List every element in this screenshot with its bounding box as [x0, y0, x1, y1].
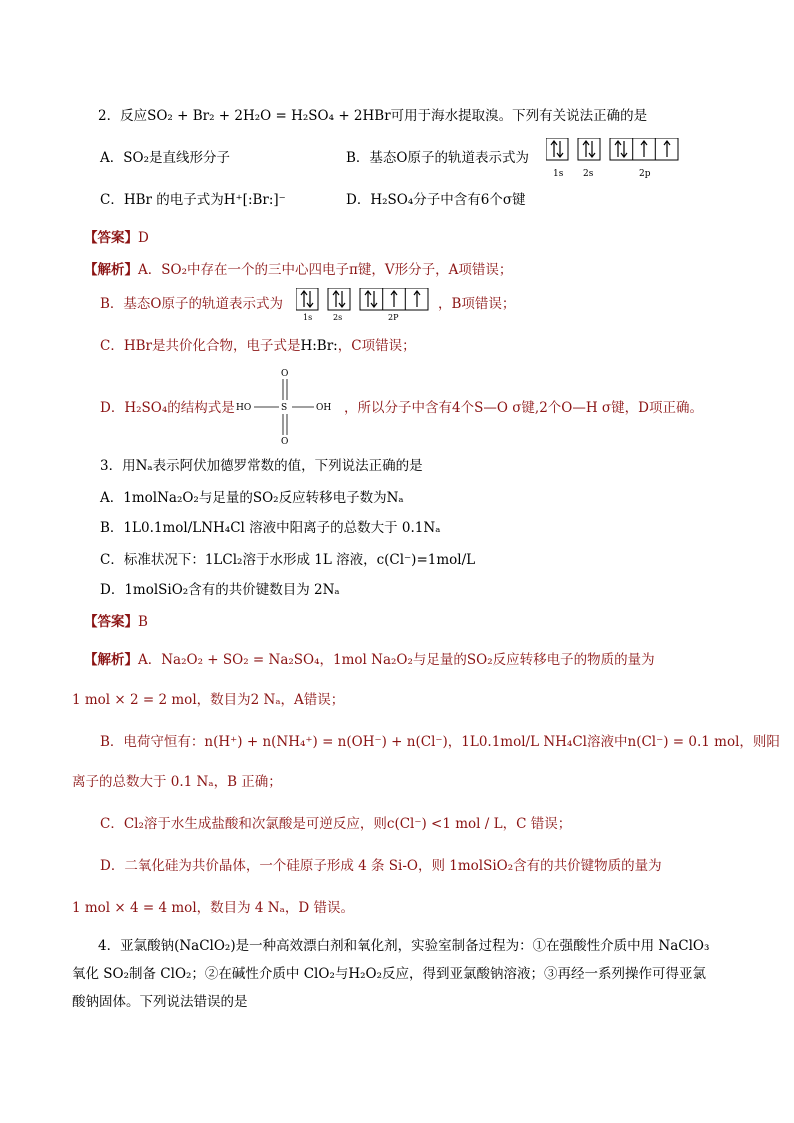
q2-analysis-d — [100, 398, 235, 418]
q3-answer-label: 【答案】 — [84, 614, 138, 630]
q3-option-a: A．1molNa₂O₂与足量的SO₂反应转移电子数为Nₐ — [100, 490, 404, 506]
q3-stem: 3．用Nₐ表示阿伏加德罗常数的值，下列说法正确的是 — [100, 458, 423, 474]
q2-answer-label: 【答案】 — [84, 230, 138, 246]
analysis-orbital-label-2s: 2s — [333, 313, 343, 322]
q4-line-3: 酸钠固体。下列说法错误的是 — [72, 994, 248, 1010]
q4-line-2: 氧化 SO₂制备 ClO₂；②在碱性介质中 ClO₂与H₂O₂反应，得到亚氯酸钠溶液；③再经一系列操作可得亚氯 — [72, 966, 707, 982]
q2-analysis-c-text: C．HBr是共价化合物，电子式是 — [100, 338, 301, 354]
orbital-label-2p: 2p — [639, 169, 651, 179]
struct-o-bottom: O — [281, 437, 289, 447]
q2-option-b — [346, 148, 529, 168]
q2-option-b-text: B．基态O原子的轨道表示式为 — [346, 150, 529, 166]
q2-option-c — [100, 190, 286, 210]
q2-orbital-diagram — [546, 138, 686, 182]
h2so4-structure — [236, 366, 344, 448]
q2-option-c-formula: H⁺[:Br:]⁻ — [223, 192, 286, 208]
q2-answer-value: D — [138, 230, 149, 246]
q3-answer-value: B — [138, 614, 148, 630]
struct-oh: OH — [316, 403, 332, 413]
q3-option-d: D．1molSiO₂含有的共价键数目为 2Nₐ — [100, 582, 340, 598]
analysis-orbital-label-2p: 2P — [388, 313, 399, 322]
q3-option-b: B．1L0.1mol/LNH₄Cl 溶液中阳离子的总数大于 0.1Nₐ — [100, 520, 441, 536]
q2-analysis-a — [84, 260, 512, 280]
q3-analysis-a1 — [84, 650, 655, 670]
q3-analysis-c: C．Cl₂溶于水生成盐酸和次氯酸是可逆反应，则c(Cl⁻) <1 mol / L，C 错误； — [100, 816, 572, 832]
q2-analysis-d-text: D．H₂SO₄的结构式是 — [100, 400, 235, 416]
q2-stem: 2．反应SO₂ + Br₂ + 2H₂O = H₂SO₄ + 2HBr可用于海水提取溴。下列有关说法正确的是 — [98, 108, 648, 124]
struct-s: S — [281, 403, 288, 413]
q4-line-1: 4．亚氯酸钠(NaClO₂)是一种高效漂白剂和氧化剂，实验室制备过程为：①在强酸性介质中用 NaClO₃ — [98, 938, 710, 954]
q2-analysis-d-suffix: ，所以分子中含有4个S—O σ键,2个O—H σ键，D项正确。 — [344, 400, 703, 416]
q2-analysis-b-text: B．基态O原子的轨道表示式为 — [100, 296, 283, 312]
q3-option-c: C．标准状况下：1LCl₂溶于水形成 1L 溶液，c(Cl⁻)=1mol/L — [100, 552, 476, 568]
q2-analysis-a-text: A．SO₂中存在一个的三中心四电子π键，V形分子，A项错误； — [138, 262, 513, 278]
q2-analysis-b-suffix: ，B项错误； — [438, 296, 516, 312]
q2-option-c-text: C．HBr 的电子式为 — [100, 192, 224, 208]
q3-analysis-b1: B．电荷守恒有：n(H⁺) + n(NH₄⁺) = n(OH⁻) + n(Cl⁻)，1L0.1mol/L NH₄Cl溶液中n(Cl⁻) = 0.1 mol，则阳 — [100, 734, 780, 750]
q2-analysis-c-formula: H:Br: — [300, 338, 338, 354]
q3-answer — [84, 612, 148, 632]
orbital-label-2s: 2s — [583, 169, 594, 179]
q3-analysis-d1: D．二氧化硅为共价晶体，一个硅原子形成 4 条 Si-O，则 1molSiO₂含有的共价键物质的量为 — [100, 858, 662, 874]
q2-analysis-c-suffix: ，C项错误； — [337, 338, 416, 354]
q2-analysis-orbital-diagram — [296, 288, 436, 324]
q3-analysis-d2: 1 mol × 4 = 4 mol，数目为 4 Nₐ，D 错误。 — [72, 900, 354, 916]
q2-option-d: D．H₂SO₄分子中含有6个σ键 — [346, 192, 526, 208]
q3-analysis-label: 【解析】 — [84, 652, 138, 668]
orbital-label-1s: 1s — [553, 169, 564, 179]
q2-option-a: A．SO₂是直线形分子 — [100, 150, 230, 166]
q3-analysis-b2: 离子的总数大于 0.1 Nₐ，B 正确； — [72, 774, 282, 790]
q2-analysis-c — [100, 336, 416, 356]
struct-ho: HO — [236, 403, 252, 413]
q2-answer — [84, 228, 149, 248]
q3-analysis-a1-text: A．Na₂O₂ + SO₂ = Na₂SO₄，1mol Na₂O₂与足量的SO₂反应转移电子的物质的量为 — [138, 652, 655, 668]
struct-o-top: O — [281, 369, 289, 379]
q2-analysis-label: 【解析】 — [84, 262, 138, 278]
analysis-orbital-label-1s: 1s — [303, 313, 313, 322]
q3-analysis-a2: 1 mol × 2 = 2 mol，数目为2 Nₐ，A错误； — [72, 692, 345, 708]
q2-analysis-b — [100, 294, 283, 314]
